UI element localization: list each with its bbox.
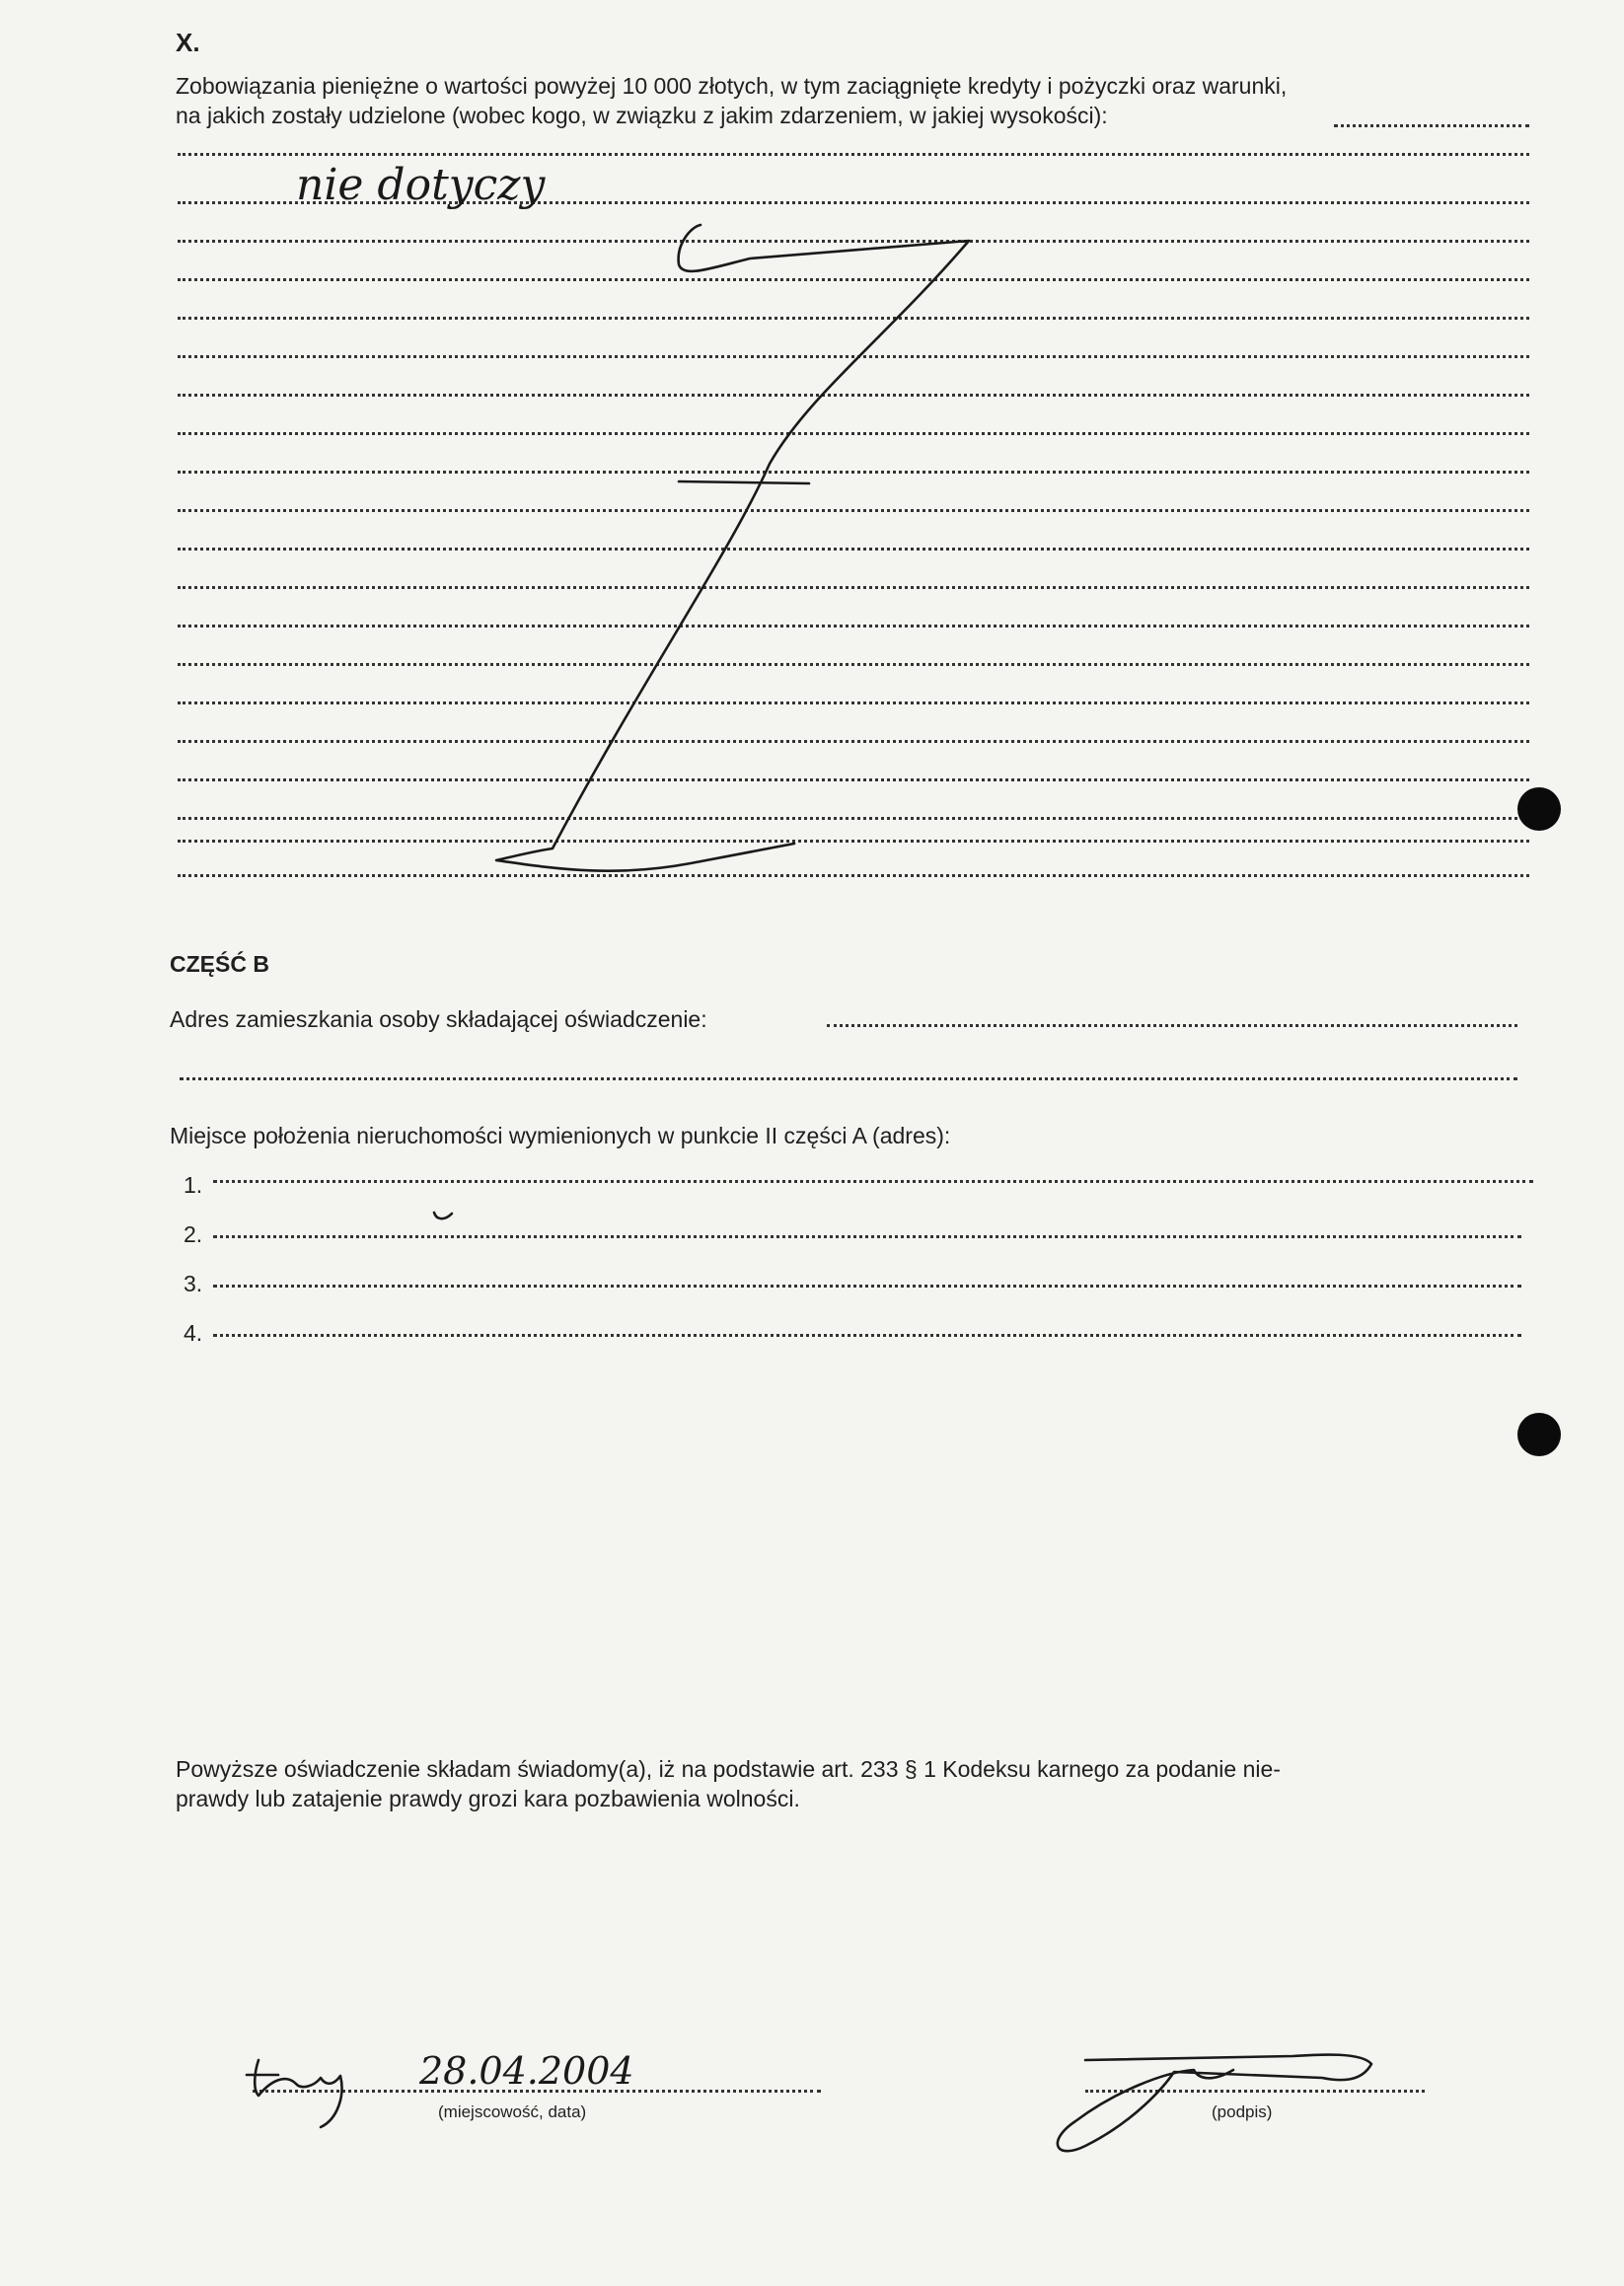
property-line (213, 1285, 1521, 1288)
section-x-intro-line2: na jakich zostały udzielone (wobec kogo, w związku z jakim zdarzeniem, w jakiej wysokości): (176, 103, 1108, 128)
address-label: Adres zamieszkania osoby składającej oświadczenie: (170, 1006, 707, 1032)
answer-line (178, 394, 1529, 397)
property-item-number: 3. (184, 1271, 203, 1296)
signature-caption: (podpis) (1212, 2102, 1273, 2121)
cross-out-bar (679, 481, 809, 483)
punch-hole (1517, 1413, 1561, 1456)
punch-hole (1517, 787, 1561, 831)
answer-line (178, 625, 1529, 627)
property-item-number: 1. (184, 1172, 203, 1198)
place-date-caption: (miejscowość, data) (438, 2102, 587, 2121)
answer-line (1334, 124, 1529, 127)
answer-line (178, 355, 1529, 358)
answer-line (178, 471, 1529, 474)
answer-line (178, 432, 1529, 435)
declaration-line2: prawdy lub zatajenie prawdy grozi kara pozbawienia wolności. (176, 1786, 800, 1811)
answer-line (178, 153, 1529, 156)
property-label: Miejsce położenia nieruchomości wymienionych w punkcie II części A (adres): (170, 1123, 951, 1148)
answer-line (178, 701, 1529, 704)
stray-mark (434, 1213, 452, 1218)
property-line (213, 1180, 1533, 1183)
answer-line (178, 509, 1529, 512)
address-line (180, 1077, 1517, 1080)
answer-line (178, 874, 1529, 877)
answer-line (178, 840, 1529, 843)
answer-line (178, 240, 1529, 243)
handwritten-date: 28.04.2004 (419, 2049, 634, 2093)
property-line (213, 1235, 1521, 1238)
handwritten-answer: nie dotyczy (296, 160, 546, 210)
property-item-number: 2. (184, 1221, 203, 1247)
answer-line (178, 586, 1529, 589)
answer-line (178, 278, 1529, 281)
handwritten-place (247, 2060, 341, 2127)
answer-line (178, 201, 1529, 204)
answer-line (178, 548, 1529, 551)
section-x-heading: X. (176, 28, 200, 57)
signature-line (1085, 2090, 1425, 2093)
property-item-number: 4. (184, 1320, 203, 1346)
section-x-intro-line1: Zobowiązania pieniężne o wartości powyżej 10 000 złotych, w tym zaciągnięte kredyty i pożyczki oraz warunki, (176, 73, 1288, 99)
answer-line (178, 317, 1529, 320)
part-b-heading: CZĘŚĆ B (170, 951, 269, 977)
address-line (827, 1024, 1517, 1027)
place-date-line (253, 2090, 821, 2093)
answer-line (178, 817, 1529, 820)
answer-line (178, 740, 1529, 743)
answer-line (178, 663, 1529, 666)
declaration-line1: Powyższe oświadczenie składam świadomy(a), iż na podstawie art. 233 § 1 Kodeksu karnego za podanie nie- (176, 1756, 1281, 1782)
property-line (213, 1334, 1521, 1337)
answer-line (178, 778, 1529, 781)
